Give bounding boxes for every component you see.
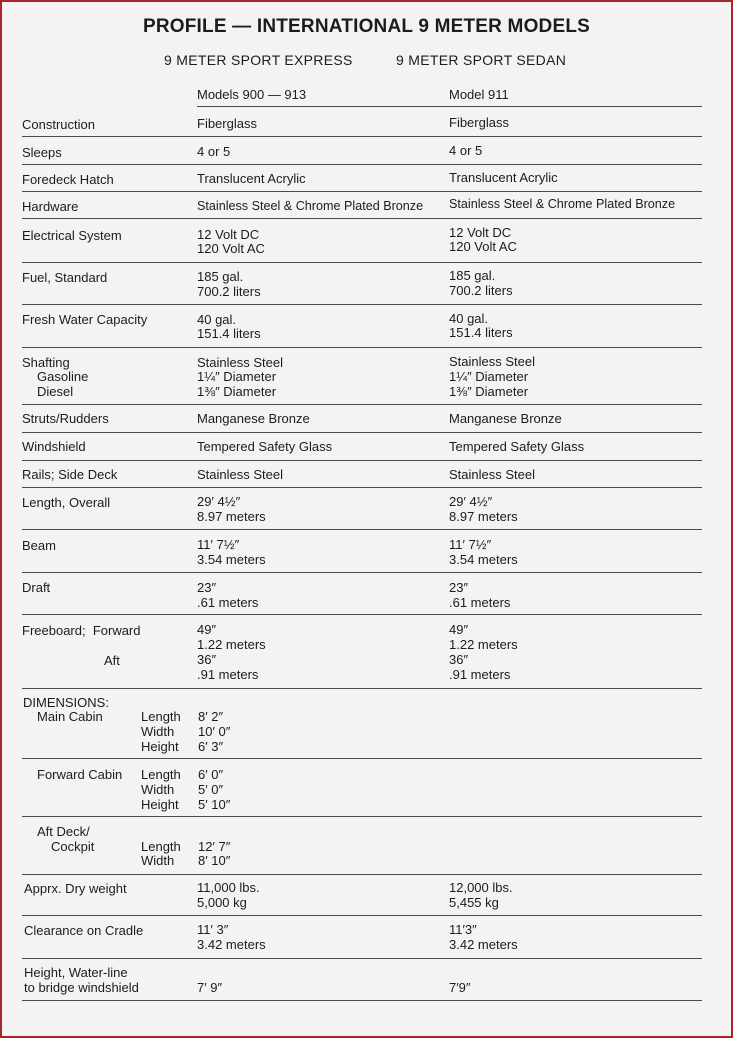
express-weight-kg: 5,000 kg [197, 895, 247, 910]
sedan-draft-m: .61 meters [449, 595, 511, 610]
express-freeboard-fwd-m: 1.22 meters [197, 637, 266, 652]
row-label-height: Height, Water-line [24, 965, 128, 980]
express-sleeps: 4 or 5 [197, 144, 231, 159]
express-shafting-gasoline: 1¼″ Diameter [197, 369, 277, 384]
sedan-construction: Fiberglass [449, 115, 509, 130]
column-header-sedan: 9 METER SPORT SEDAN [396, 52, 567, 68]
express-shafting-diesel: 1⅜″ Diameter [197, 384, 277, 399]
divider [22, 487, 702, 488]
express-clearance-ft: 11′ 3″ [197, 922, 229, 937]
aft-deck-length: 12′ 7″ [198, 839, 231, 854]
forward-cabin-length: 6′ 0″ [198, 767, 224, 782]
express-draft-in: 23″ [197, 580, 217, 595]
sedan-shafting-material: Stainless Steel [449, 354, 535, 369]
express-electrical-dc: 12 Volt DC [197, 227, 260, 242]
models-express: Models 900 — 913 [197, 87, 307, 102]
row-label-draft: Draft [22, 580, 51, 595]
row-label-fresh-water: Fresh Water Capacity [22, 312, 148, 327]
divider [22, 347, 702, 348]
main-cabin-height-label: Height [141, 739, 179, 754]
row-sublabel-gasoline: Gasoline [37, 369, 89, 384]
express-windshield: Tempered Safety Glass [197, 439, 333, 454]
express-draft-m: .61 meters [197, 595, 259, 610]
express-length-m: 8.97 meters [197, 509, 266, 524]
row-label-sleeps: Sleeps [22, 145, 62, 160]
sedan-weight-kg: 5,455 kg [449, 895, 499, 910]
main-cabin-length: 8′ 2″ [198, 709, 224, 724]
forward-cabin-width-label: Width [141, 782, 175, 797]
sedan-height: 7′9″ [449, 980, 471, 995]
row-label-construction: Construction [22, 117, 95, 132]
express-freeboard-aft-in: 36″ [197, 652, 217, 667]
sedan-shafting-gasoline: 1¼″ Diameter [449, 369, 529, 384]
express-electrical-ac: 120 Volt AC [197, 241, 265, 256]
row-sublabel-diesel: Diesel [37, 384, 74, 399]
express-water-gal: 40 gal. [197, 312, 237, 327]
main-cabin-label: Main Cabin [37, 709, 103, 724]
row-sublabel-aft: Aft [104, 653, 120, 668]
row-label-fuel: Fuel, Standard [22, 270, 108, 285]
divider [22, 688, 702, 689]
express-struts-rudders: Manganese Bronze [197, 411, 310, 426]
page-title: PROFILE — INTERNATIONAL 9 METER MODELS [142, 16, 591, 37]
forward-cabin-width: 5′ 0″ [198, 782, 224, 797]
express-freeboard-fwd-in: 49″ [197, 622, 217, 637]
divider [22, 262, 702, 263]
express-construction: Fiberglass [197, 116, 257, 131]
models-sedan: Model 911 [449, 87, 509, 102]
express-freeboard-aft-m: .91 meters [197, 667, 259, 682]
sedan-freeboard-aft-in: 36″ [449, 652, 469, 667]
row-label-shafting: Shafting [22, 355, 70, 370]
sedan-beam-ft: 11′ 7½″ [449, 537, 492, 552]
divider [22, 191, 702, 192]
divider [22, 915, 702, 916]
sedan-electrical-dc: 12 Volt DC [449, 225, 512, 240]
divider [22, 304, 702, 305]
divider [22, 816, 702, 817]
divider [22, 432, 702, 433]
divider [22, 218, 702, 219]
forward-cabin-height-label: Height [141, 797, 179, 812]
divider [22, 404, 702, 405]
sedan-windshield: Tempered Safety Glass [449, 439, 585, 454]
sedan-fuel-liters: 700.2 liters [449, 283, 513, 298]
divider [22, 1000, 702, 1001]
row-label-freeboard: Freeboard; Forward [22, 623, 141, 638]
sedan-freeboard-aft-m: .91 meters [449, 667, 511, 682]
sedan-weight-lbs: 12,000 lbs. [449, 880, 513, 895]
express-water-liters: 151.4 liters [197, 326, 261, 341]
sedan-draft-in: 23″ [449, 580, 469, 595]
divider [22, 460, 702, 461]
main-cabin-width-label: Width [141, 724, 175, 739]
main-cabin-length-label: Length [141, 709, 181, 724]
sedan-clearance-ft: 11′3″ [449, 922, 477, 937]
express-weight-lbs: 11,000 lbs. [197, 880, 260, 895]
divider [22, 164, 702, 165]
forward-cabin-label: Forward Cabin [37, 767, 123, 782]
express-height: 7′ 9″ [197, 980, 223, 995]
express-beam-m: 3.54 meters [197, 552, 266, 567]
divider [22, 614, 702, 615]
row-label-electrical-system: Electrical System [22, 228, 122, 243]
row-label-beam: Beam [22, 538, 56, 553]
divider [22, 572, 702, 573]
divider [22, 958, 702, 959]
sedan-length-m: 8.97 meters [449, 509, 518, 524]
sedan-rails: Stainless Steel [449, 467, 535, 482]
divider [22, 529, 702, 530]
sedan-struts-rudders: Manganese Bronze [449, 411, 562, 426]
express-clearance-m: 3.42 meters [197, 937, 266, 952]
express-shafting-material: Stainless Steel [197, 355, 283, 370]
sedan-water-liters: 151.4 liters [449, 325, 513, 340]
sedan-shafting-diesel: 1⅜″ Diameter [449, 384, 529, 399]
row-label-rails: Rails; Side Deck [22, 467, 118, 482]
express-fuel-gal: 185 gal. [197, 269, 244, 284]
forward-cabin-length-label: Length [141, 767, 181, 782]
row-label-windshield: Windshield [22, 439, 86, 454]
express-rails: Stainless Steel [197, 467, 283, 482]
sedan-clearance-m: 3.42 meters [449, 937, 518, 952]
sedan-fuel-gal: 185 gal. [449, 268, 496, 283]
main-cabin-width: 10′ 0″ [198, 724, 231, 739]
aft-deck-width: 8′ 10″ [198, 853, 231, 868]
column-header-express: 9 METER SPORT EXPRESS [164, 52, 353, 68]
forward-cabin-height: 5′ 10″ [198, 797, 231, 812]
divider [22, 758, 702, 759]
sedan-beam-m: 3.54 meters [449, 552, 518, 567]
row-label-struts-rudders: Struts/Rudders [22, 411, 109, 426]
divider [22, 136, 702, 137]
sedan-sleeps: 4 or 5 [449, 143, 483, 158]
row-label-clearance: Clearance on Cradle [24, 923, 144, 938]
express-hardware: Stainless Steel & Chrome Plated Bronze [197, 199, 424, 213]
express-foredeck-hatch: Translucent Acrylic [197, 171, 306, 186]
sedan-freeboard-fwd-m: 1.22 meters [449, 637, 518, 652]
sedan-hardware: Stainless Steel & Chrome Plated Bronze [449, 197, 676, 211]
row-label-hardware: Hardware [22, 199, 79, 214]
row-label-foredeck-hatch: Foredeck Hatch [22, 172, 114, 187]
row-label-height-line2: to bridge windshield [24, 980, 139, 995]
express-beam-ft: 11′ 7½″ [197, 537, 240, 552]
cockpit-label: Cockpit [51, 839, 95, 854]
aft-deck-length-label: Length [141, 839, 181, 854]
main-cabin-height: 6′ 3″ [198, 739, 224, 754]
divider [197, 106, 702, 107]
sedan-length-ft: 29′ 4½″ [449, 494, 493, 509]
express-length-ft: 29′ 4½″ [197, 494, 241, 509]
divider [22, 874, 702, 875]
sedan-foredeck-hatch: Translucent Acrylic [449, 170, 558, 185]
row-label-dry-weight: Apprx. Dry weight [24, 881, 127, 896]
aft-deck-width-label: Width [141, 853, 175, 868]
dimensions-heading: DIMENSIONS: [23, 695, 109, 710]
row-label-length: Length, Overall [22, 495, 111, 510]
sedan-freeboard-fwd-in: 49″ [449, 622, 469, 637]
sedan-water-gal: 40 gal. [449, 311, 489, 326]
aft-deck-label: Aft Deck/ [37, 824, 90, 839]
sedan-electrical-ac: 120 Volt AC [449, 239, 517, 254]
express-fuel-liters: 700.2 liters [197, 284, 261, 299]
